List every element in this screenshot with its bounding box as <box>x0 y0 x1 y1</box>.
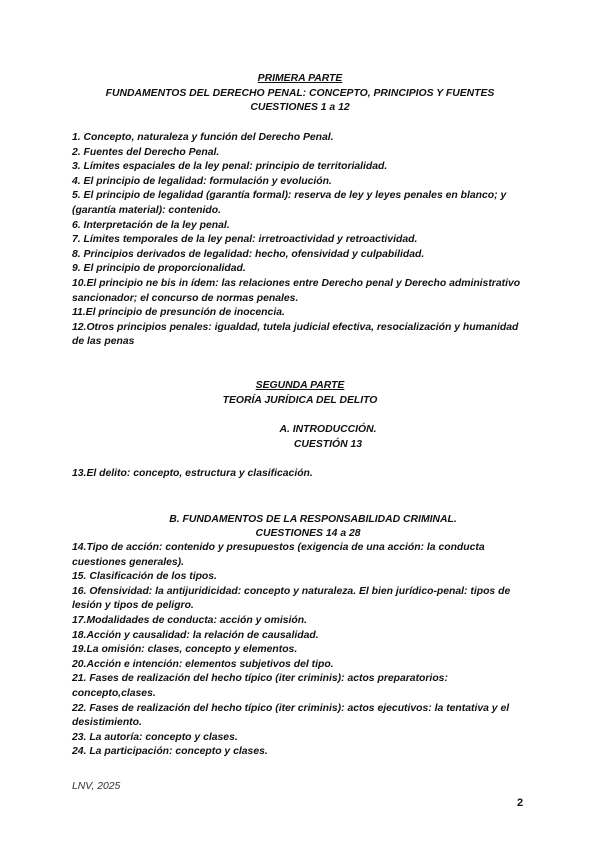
part1-items <box>72 131 532 350</box>
list-item: 15. Clasificación de los tipos. <box>72 571 217 583</box>
list-item: 7. Límites temporales de la ley penal: irretroactividad y retroactividad. <box>72 234 418 246</box>
section-b-items <box>72 541 532 760</box>
list-item: 9. El principio de proporcionalidad. <box>72 263 246 275</box>
list-item: 6. Interpretación de la ley penal. <box>72 219 230 231</box>
part2-subtitle: TEORÍA JURÍDICA DEL DELITO <box>222 395 378 406</box>
list-item: 3. Límites espaciales de la ley penal: principio de territorialidad. <box>72 161 388 173</box>
section-b-title: B. FUNDAMENTOS DE LA RESPONSABILIDAD CRIMINAL. <box>169 514 457 525</box>
list-item: 12.Otros principios penales: igualdad, tutela judicial efectiva, resocialización y humanidad de las penas <box>72 321 519 348</box>
list-item: 23. La autoría: concepto y clases. <box>72 731 238 743</box>
list-item: 20.Acción e intención: elementos subjetivos del tipo. <box>72 658 334 670</box>
list-item: 24. La participación: concepto y clases. <box>72 746 268 758</box>
list-item: 8. Principios derivados de legalidad: hecho, ofensividad y culpabilidad. <box>72 248 425 260</box>
list-item: 17.Modalidades de conducta: acción y omisión. <box>72 614 307 626</box>
list-item: 1. Concepto, naturaleza y función del Derecho Penal. <box>72 132 334 143</box>
list-item: 4. El principio de legalidad: formulación y evolución. <box>72 175 332 187</box>
list-item: 21. Fases de realización del hecho típico (iter criminis): actos preparatorios: concepto,clases. <box>72 673 448 699</box>
list-item: 11.El principio de presunción de inocencia. <box>72 307 285 319</box>
part2-title: SEGUNDA PARTE <box>255 380 345 391</box>
list-item: 2. Fuentes del Derecho Penal. <box>72 146 220 158</box>
section-a-title: A. INTRODUCCIÓN. <box>279 424 377 435</box>
page-number: 2 <box>517 797 524 809</box>
list-item: 10.El principio ne bis in ídem: las relaciones entre Derecho penal y Derecho administrativo sancionador; el concurso de normas penales. <box>72 277 521 304</box>
list-item: 22. Fases de realización del hecho típico (iter criminis): actos ejecutivos: la tentativa y el desistimiento. <box>72 702 510 729</box>
section-a-questions: CUESTIÓN 13 <box>293 439 363 450</box>
section-b-questions: CUESTIONES 14 a 28 <box>255 528 361 539</box>
section-a-items <box>72 467 532 482</box>
list-item: 5. El principio de legalidad (garantía formal): reserva de ley y leyes penales en blanco; y (garantía material): contenido. <box>72 190 507 216</box>
part1-subtitle: FUNDAMENTOS DEL DERECHO PENAL: CONCEPTO, PRINCIPIOS Y FUENTES <box>105 88 495 99</box>
list-item: 13.El delito: concepto, estructura y clasificación. <box>72 468 313 479</box>
list-item: 14.Tipo de acción: contenido y presupuestos (exigencia de una acción: la conducta cuestiones generales). <box>72 542 485 568</box>
list-item: 19.La omisión: clases, concepto y elementos. <box>72 644 298 656</box>
footer-author: LNV, 2025 <box>72 781 121 792</box>
list-item: 16. Ofensividad: la antijuridicidad: concepto y naturaleza. El bien jurídico-penal: tipos de lesión y tipos de peligro. <box>72 585 511 612</box>
part1-title: PRIMERA PARTE <box>257 73 343 84</box>
part1-questions: CUESTIONES 1 a 12 <box>250 102 350 113</box>
list-item: 18.Acción y causalidad: la relación de causalidad. <box>72 629 319 641</box>
